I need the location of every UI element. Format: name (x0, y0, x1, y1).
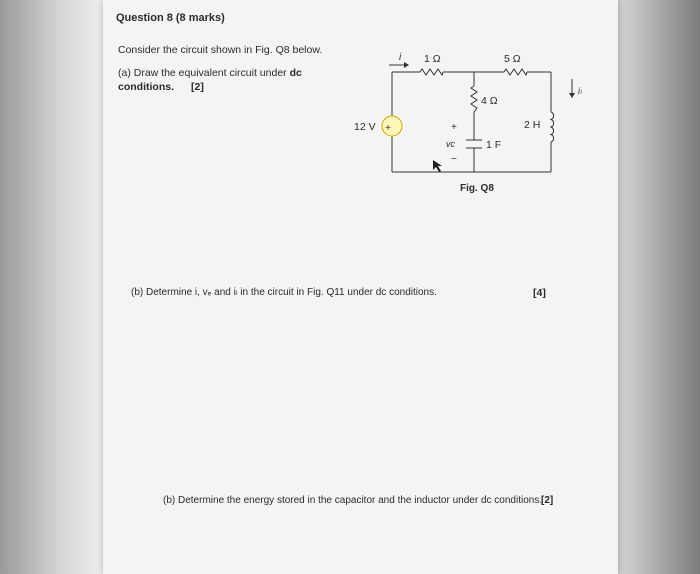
part-c-text: (b) Determine the energy stored in the capacitor and the inductor under dc conditions. (163, 495, 543, 506)
resistor-5ohm (504, 69, 527, 75)
part-a-conditions: conditions. (118, 81, 174, 93)
mouse-cursor-icon (433, 160, 442, 172)
source-plus-sign: + (385, 123, 391, 134)
resistor-4ohm (471, 86, 477, 112)
source-label: 12 V (354, 121, 376, 133)
part-a-line1: (a) Draw the equivalent circuit under (118, 67, 290, 79)
current-il-arrowhead (569, 93, 575, 98)
question-intro: Consider the circuit shown in Fig. Q8 below. (118, 44, 323, 56)
resistor-1ohm (420, 69, 443, 75)
question-title: Question 8 (8 marks) (116, 12, 225, 24)
r3-label: 4 Ω (481, 95, 498, 107)
part-a-bold: dc (289, 67, 302, 79)
r2-label: 5 Ω (504, 53, 521, 65)
current-il-label: iₗ (578, 86, 582, 96)
capacitor-label: 1 F (486, 139, 502, 151)
vc-plus-label: + (451, 122, 457, 133)
figure-caption: Fig. Q8 (460, 183, 494, 194)
vc-label: vᴄ (446, 139, 455, 149)
inductor-label: 2 H (524, 119, 541, 131)
current-i-label: i (399, 52, 402, 63)
vc-minus-label: − (451, 154, 457, 165)
current-i-arrowhead (404, 62, 409, 68)
inductor-coil (551, 112, 554, 142)
part-a-marks: [2] (191, 81, 204, 93)
part-b-marks: [4] (533, 287, 546, 299)
part-b-text: (b) Determine i, vₑ and iₗ in the circuit in Fig. Q11 under dc conditions. (131, 287, 437, 298)
part-c-marks: [2] (541, 495, 554, 506)
r1-label: 1 Ω (424, 53, 441, 65)
